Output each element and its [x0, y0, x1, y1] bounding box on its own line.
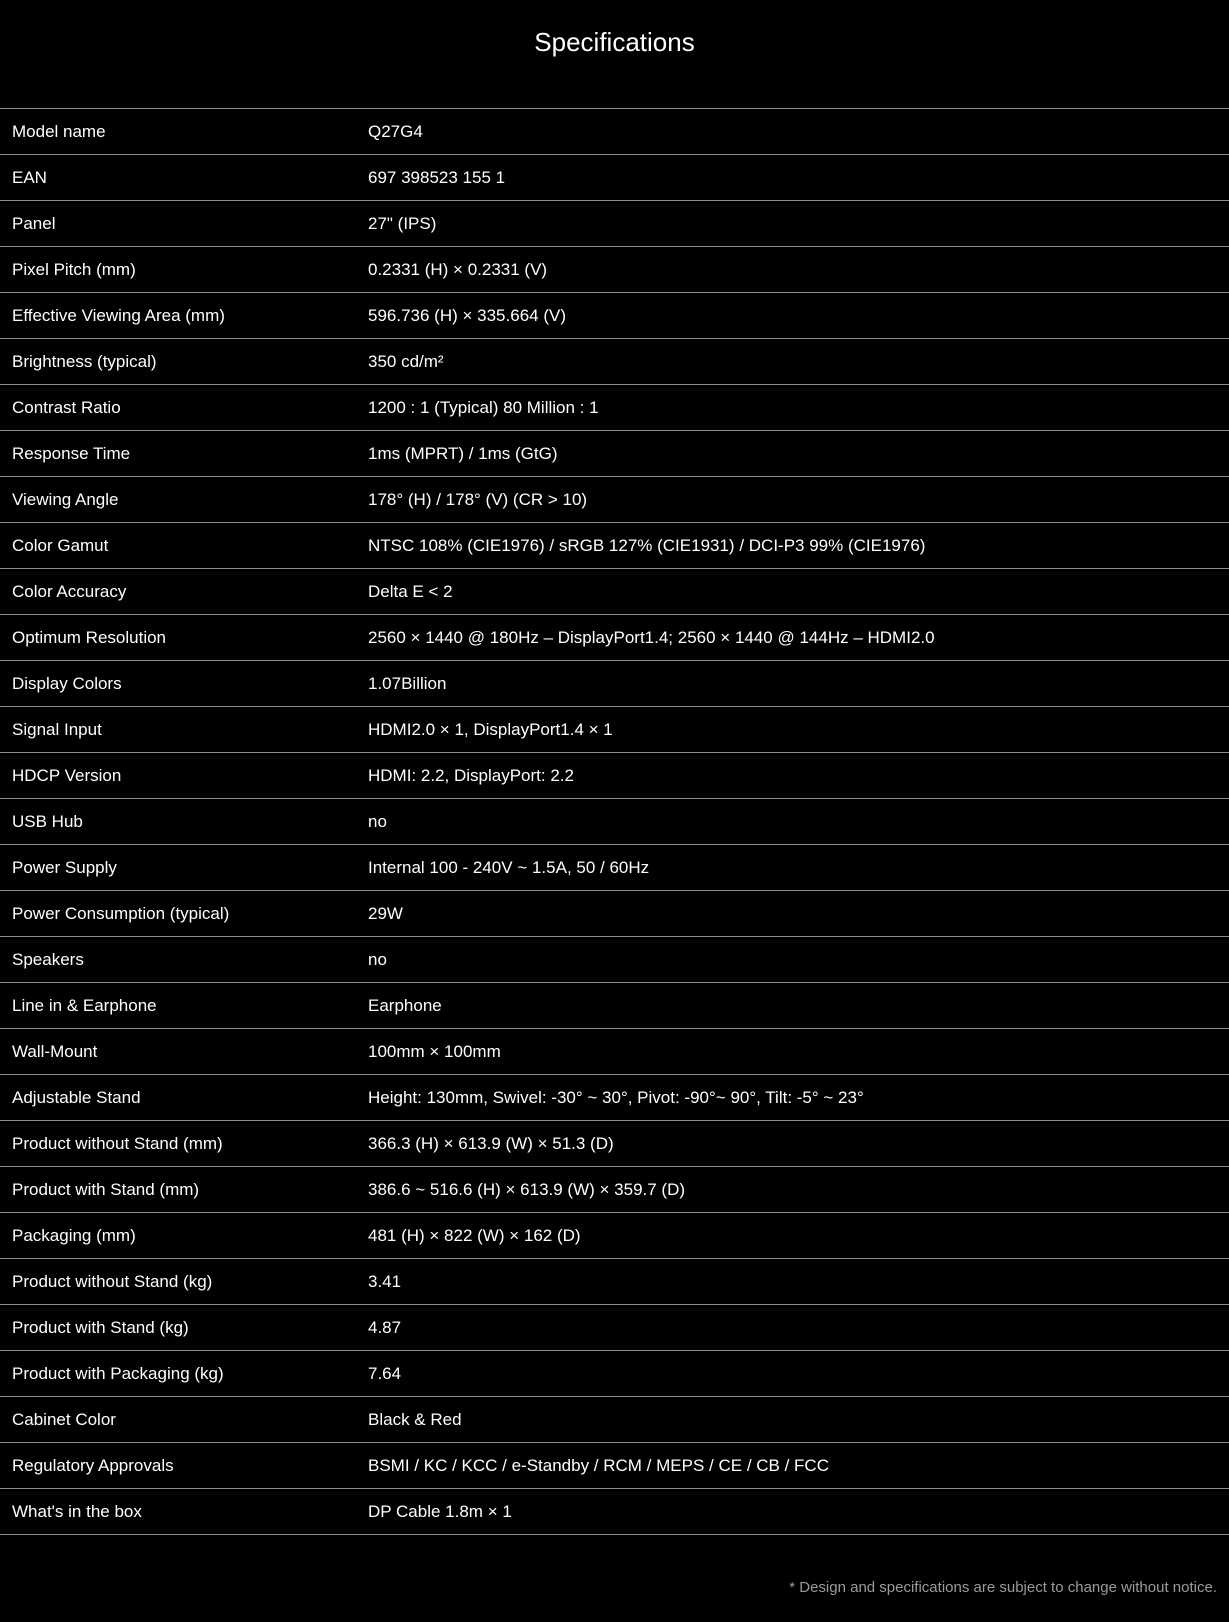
- spec-value: Height: 130mm, Swivel: -30° ~ 30°, Pivot: -90°~ 90°, Tilt: -5° ~ 23°: [368, 1087, 864, 1107]
- table-row: [0, 109, 1229, 155]
- spec-value: no: [368, 949, 387, 969]
- spec-label: Product with Stand (mm): [12, 1179, 200, 1199]
- spec-label: Adjustable Stand: [12, 1087, 141, 1107]
- spec-table: [0, 108, 1229, 1535]
- table-row: [0, 201, 1229, 247]
- spec-value: HDMI2.0 × 1, DisplayPort1.4 × 1: [368, 719, 613, 739]
- spec-label: Effective Viewing Area (mm): [12, 305, 225, 325]
- spec-label: Product with Stand (kg): [12, 1317, 189, 1337]
- table-row: [0, 1351, 1229, 1397]
- spec-value: 27" (IPS): [368, 213, 437, 233]
- spec-value: DP Cable 1.8m × 1: [368, 1501, 512, 1521]
- spec-label: Model name: [12, 121, 106, 141]
- spec-label: Regulatory Approvals: [12, 1455, 174, 1475]
- table-row: [0, 1121, 1229, 1167]
- spec-value: 7.64: [368, 1363, 402, 1383]
- spec-label: Viewing Angle: [12, 489, 119, 509]
- table-row: [0, 155, 1229, 201]
- spec-label: Display Colors: [12, 673, 122, 693]
- spec-value: Black & Red: [368, 1409, 462, 1429]
- disclaimer-footnote: * Design and specifications are subject to change without notice.: [789, 1579, 1217, 1596]
- spec-label: Color Gamut: [12, 535, 109, 555]
- spec-value: Q27G4: [368, 121, 423, 141]
- spec-value: 366.3 (H) × 613.9 (W) × 51.3 (D): [368, 1133, 614, 1153]
- spec-label: Cabinet Color: [12, 1409, 116, 1429]
- table-row: [0, 1489, 1229, 1535]
- spec-value: Delta E < 2: [368, 581, 453, 601]
- table-row: [0, 661, 1229, 707]
- spec-value: 2560 × 1440 @ 180Hz – DisplayPort1.4; 2560 × 1440 @ 144Hz – HDMI2.0: [368, 627, 935, 647]
- spec-value: 0.2331 (H) × 0.2331 (V): [368, 259, 548, 279]
- spec-value: BSMI / KC / KCC / e-Standby / RCM / MEPS / CE / CB / FCC: [368, 1455, 829, 1475]
- spec-value: Earphone: [368, 995, 442, 1015]
- table-row: [0, 615, 1229, 661]
- table-row: [0, 1029, 1229, 1075]
- table-row: [0, 799, 1229, 845]
- spec-label: Brightness (typical): [12, 351, 157, 371]
- spec-label: What's in the box: [12, 1501, 142, 1521]
- spec-label: Wall-Mount: [12, 1041, 98, 1061]
- spec-value: Internal 100 - 240V ~ 1.5A, 50 / 60Hz: [368, 857, 650, 877]
- table-row: [0, 523, 1229, 569]
- spec-value: 386.6 ~ 516.6 (H) × 613.9 (W) × 359.7 (D): [368, 1179, 686, 1199]
- table-row: [0, 753, 1229, 799]
- spec-value: NTSC 108% (CIE1976) / sRGB 127% (CIE1931) / DCI-P3 99% (CIE1976): [368, 535, 926, 555]
- table-row: [0, 385, 1229, 431]
- table-row: [0, 1167, 1229, 1213]
- table-row: [0, 707, 1229, 753]
- spec-value: 29W: [368, 903, 403, 923]
- spec-value: HDMI: 2.2, DisplayPort: 2.2: [368, 765, 574, 785]
- spec-value: 481 (H) × 822 (W) × 162 (D): [368, 1225, 581, 1245]
- spec-label: Product without Stand (mm): [12, 1133, 223, 1153]
- table-row: [0, 1397, 1229, 1443]
- spec-label: Speakers: [12, 949, 84, 969]
- spec-value: 1.07Billion: [368, 673, 447, 693]
- spec-value: no: [368, 811, 387, 831]
- table-row: [0, 845, 1229, 891]
- table-row: [0, 891, 1229, 937]
- table-row: [0, 983, 1229, 1029]
- spec-value: 4.87: [368, 1317, 402, 1337]
- spec-value: 596.736 (H) × 335.664 (V): [368, 305, 566, 325]
- spec-value: 3.41: [368, 1271, 402, 1291]
- table-row: [0, 247, 1229, 293]
- spec-label: Product with Packaging (kg): [12, 1363, 224, 1383]
- table-row: [0, 569, 1229, 615]
- table-row: [0, 1443, 1229, 1489]
- table-row: [0, 1075, 1229, 1121]
- table-row: [0, 339, 1229, 385]
- spec-label: Contrast Ratio: [12, 397, 121, 417]
- spec-value: 1ms (MPRT) / 1ms (GtG): [368, 443, 558, 463]
- spec-label: Packaging (mm): [12, 1225, 136, 1245]
- table-row: [0, 1305, 1229, 1351]
- spec-value: 1200 : 1 (Typical) 80 Million : 1: [368, 397, 599, 417]
- spec-label: Response Time: [12, 443, 131, 463]
- spec-value: 350 cd/m²: [368, 351, 444, 371]
- spec-label: EAN: [12, 167, 47, 187]
- spec-label: Signal Input: [12, 719, 102, 739]
- spec-label: HDCP Version: [12, 765, 122, 785]
- table-row: [0, 293, 1229, 339]
- spec-label: Color Accuracy: [12, 581, 127, 601]
- spec-label: USB Hub: [12, 811, 83, 831]
- spec-label: Optimum Resolution: [12, 627, 167, 647]
- table-row: [0, 431, 1229, 477]
- spec-label: Power Supply: [12, 857, 117, 877]
- spec-value: 100mm × 100mm: [368, 1041, 501, 1061]
- table-row: [0, 1213, 1229, 1259]
- spec-label: Pixel Pitch (mm): [12, 259, 136, 279]
- spec-label: Product without Stand (kg): [12, 1271, 213, 1291]
- table-row: [0, 477, 1229, 523]
- table-row: [0, 1259, 1229, 1305]
- table-row: [0, 937, 1229, 983]
- spec-label: Panel: [12, 213, 56, 233]
- spec-value: 697 398523 155 1: [368, 167, 506, 187]
- page-title: Specifications: [534, 27, 695, 57]
- spec-value: 178° (H) / 178° (V) (CR > 10): [368, 489, 588, 509]
- spec-label: Line in & Earphone: [12, 995, 157, 1015]
- spec-label: Power Consumption (typical): [12, 903, 230, 923]
